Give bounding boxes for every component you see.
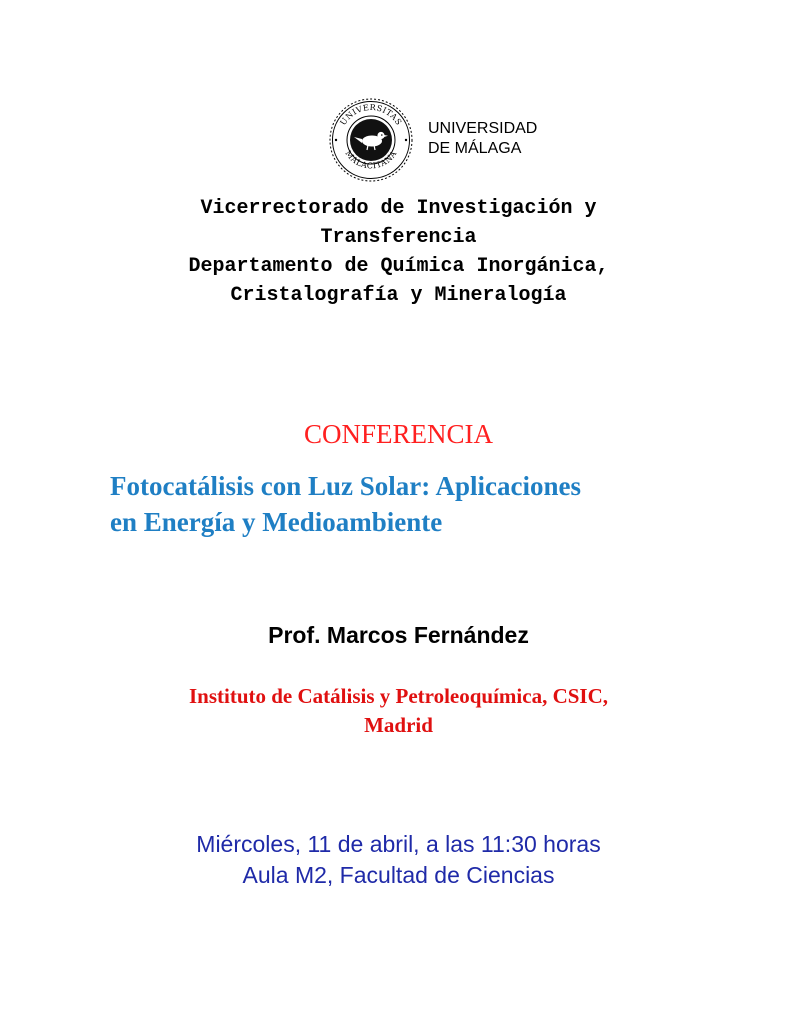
event-location: Aula M2, Facultad de Ciencias bbox=[242, 862, 555, 888]
university-name-line2: DE MÁLAGA bbox=[428, 140, 522, 157]
conference-label: CONFERENCIA bbox=[303, 419, 493, 449]
university-logo bbox=[328, 97, 558, 183]
organizer-line: Departamento de Química Inorgánica, bbox=[188, 255, 609, 278]
svg-text:UNIVERSITAS: UNIVERSITAS bbox=[338, 102, 404, 127]
organizer-line: Transferencia bbox=[320, 226, 477, 249]
talk-title-line: en Energía y Medioambiente bbox=[110, 507, 443, 537]
event-date-time: Miércoles, 11 de abril, a las 11:30 horas bbox=[196, 831, 601, 857]
institution-line: Instituto de Catálisis y Petroleoquímica, CSIC, bbox=[188, 684, 609, 708]
speaker-institution bbox=[0, 682, 797, 740]
university-name-line1: UNIVERSIDAD bbox=[428, 120, 538, 137]
speaker-name: Prof. Marcos Fernández bbox=[268, 622, 529, 648]
talk-title bbox=[110, 468, 710, 540]
svg-text:MALACITANA: MALACITANA bbox=[343, 148, 399, 171]
talk-title-line: Fotocatálisis con Luz Solar: Aplicaciones bbox=[110, 471, 581, 501]
organizers-heading bbox=[0, 194, 797, 310]
university-seal-icon bbox=[328, 97, 414, 183]
university-name bbox=[428, 119, 537, 159]
event-details bbox=[0, 829, 797, 891]
organizer-line: Cristalografía y Mineralogía bbox=[230, 284, 567, 307]
organizer-line: Vicerrectorado de Investigación y bbox=[200, 197, 597, 220]
institution-line: Madrid bbox=[364, 713, 433, 737]
